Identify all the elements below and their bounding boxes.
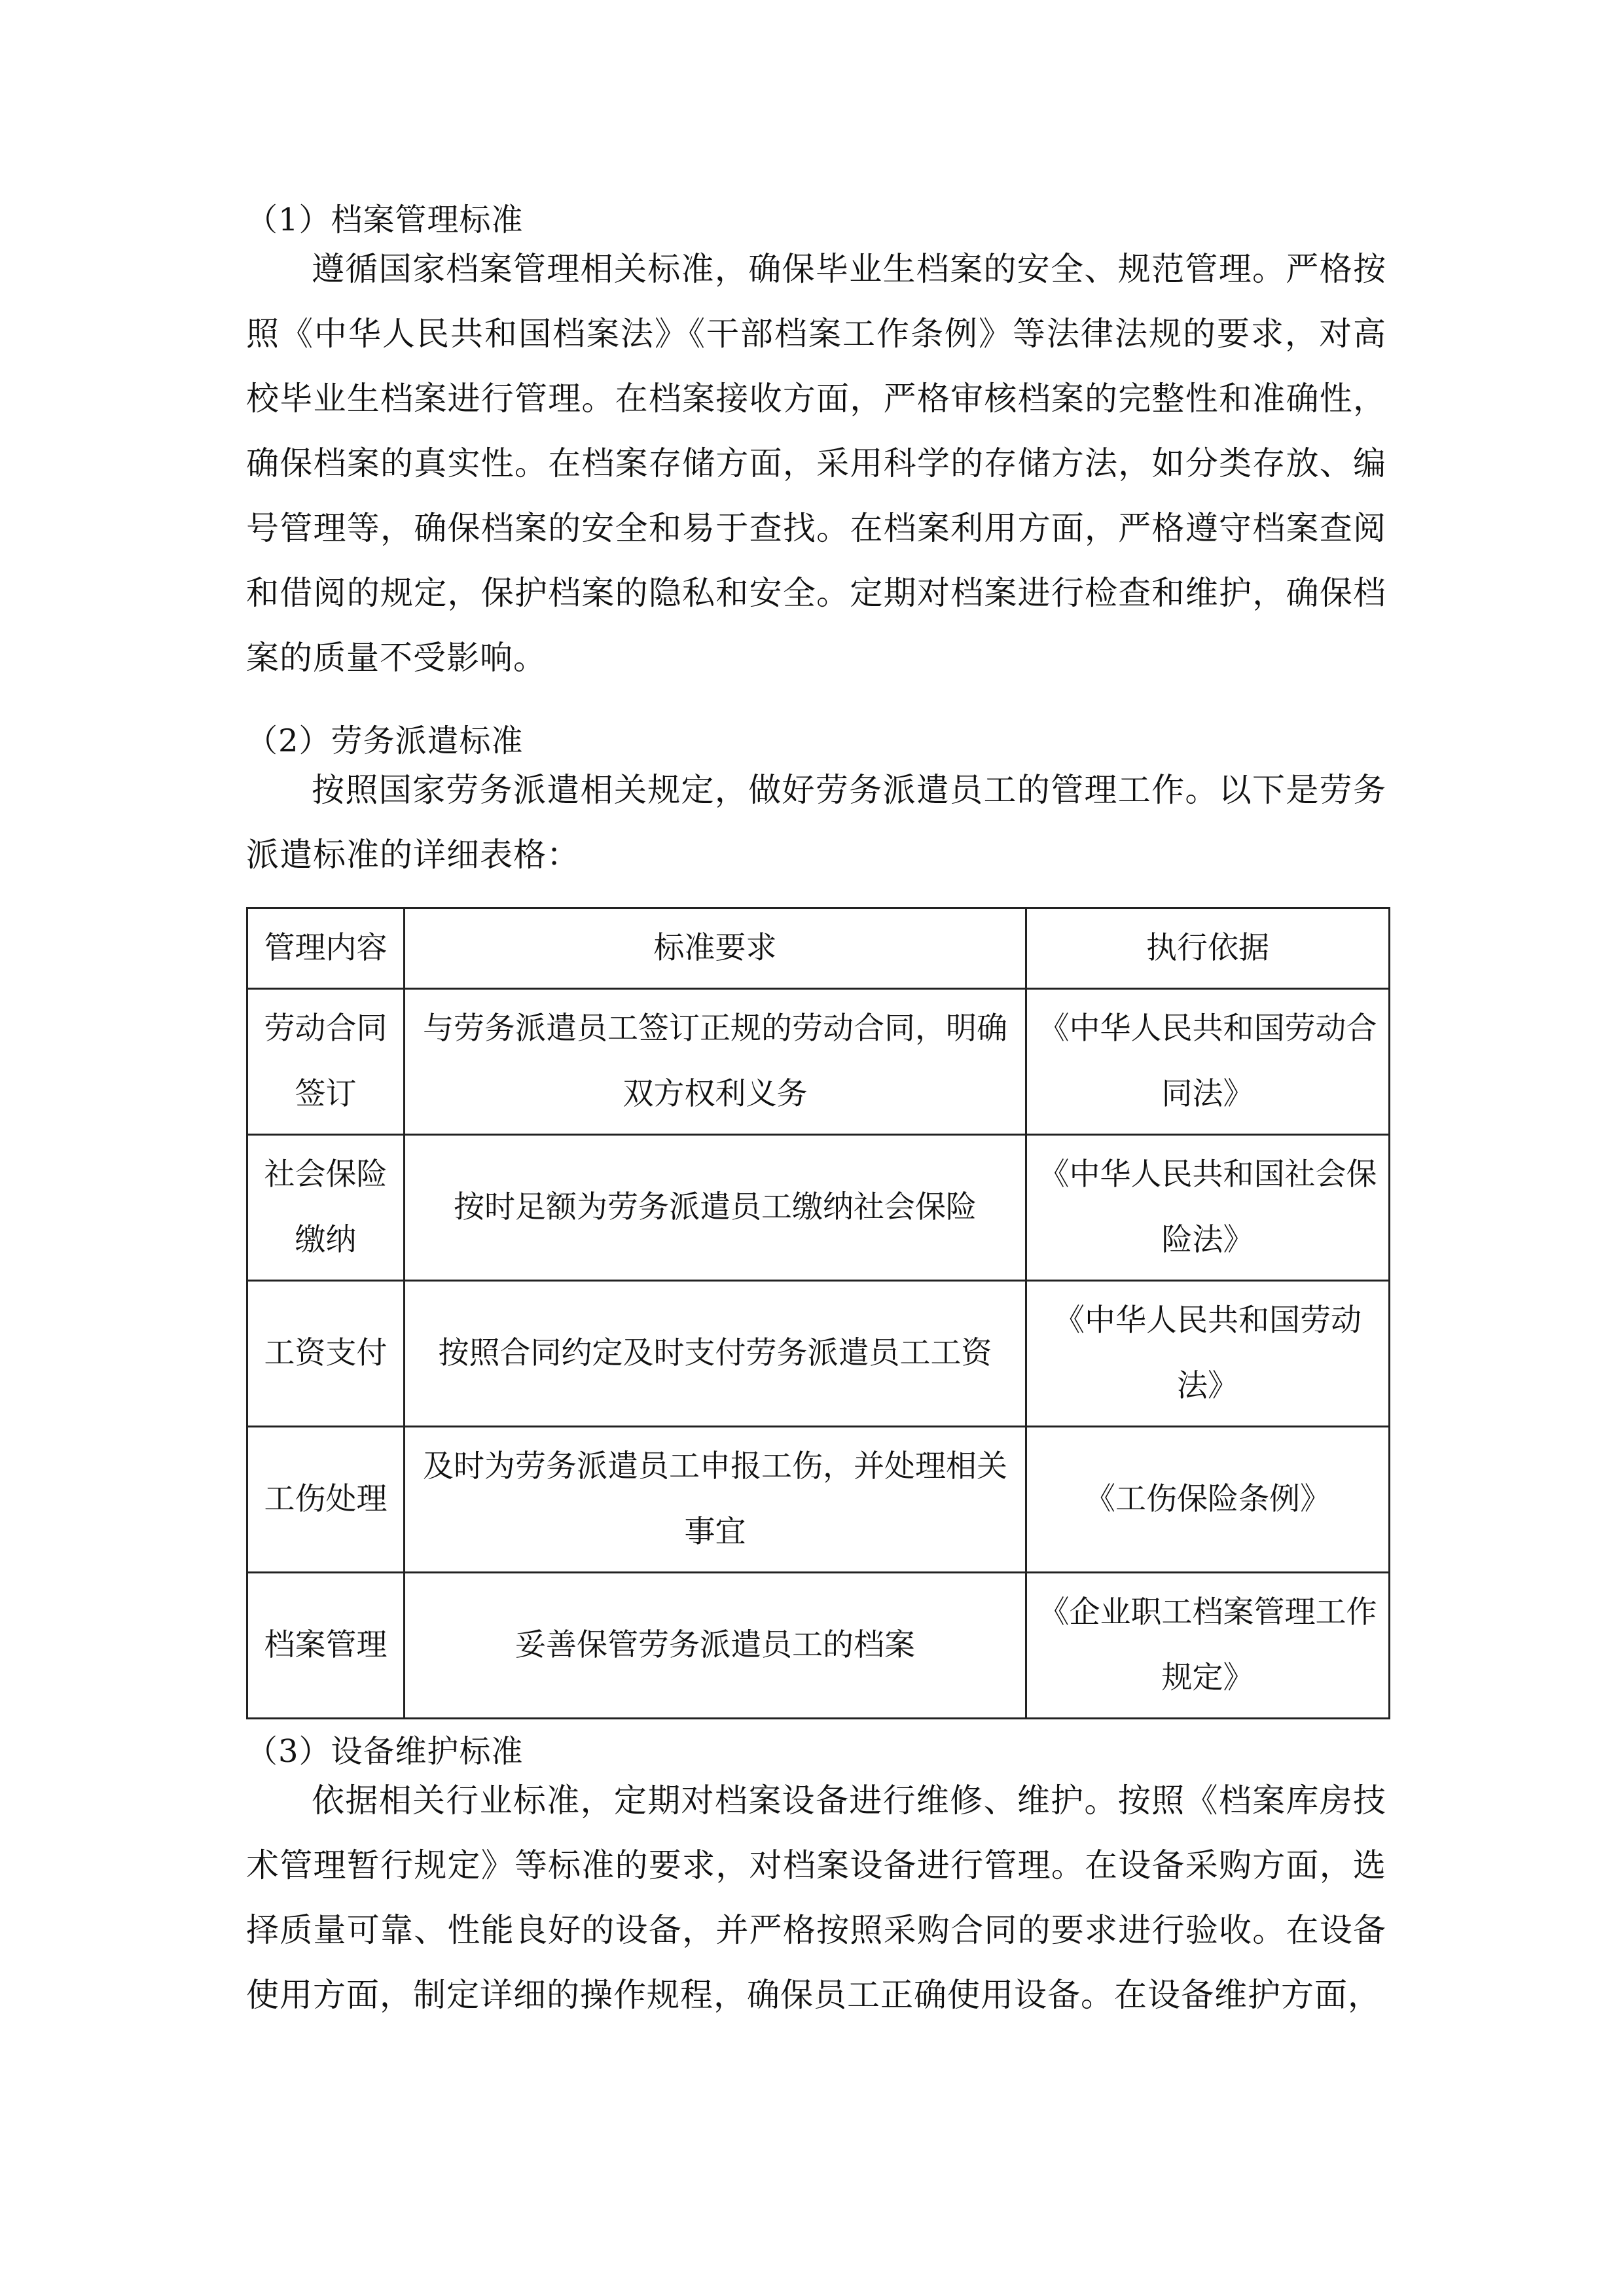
table-cell-requirement: 按时足额为劳务派遣员工缴纳社会保险: [405, 1135, 1026, 1281]
table-cell-basis: 《中华人民共和国劳动合同法》: [1026, 989, 1390, 1135]
section-heading-equipment-maintenance: （3）设备维护标准: [246, 1733, 524, 1770]
table-cell-content: 工资支付: [247, 1281, 405, 1427]
column-header-management-content: 管理内容: [247, 908, 405, 989]
table-cell-basis: 《工伤保险条例》: [1026, 1427, 1390, 1573]
table-cell-requirement: 与劳务派遣员工签订正规的劳动合同，明确双方权利义务: [405, 989, 1026, 1135]
table-cell-basis: 《中华人民共和国劳动法》: [1026, 1281, 1390, 1427]
table-cell-basis: 《中华人民共和国社会保险法》: [1026, 1135, 1390, 1281]
table-cell-requirement: 妥善保管劳务派遣员工的档案: [405, 1573, 1026, 1719]
table-cell-content: 档案管理: [247, 1573, 405, 1719]
labor-dispatch-standards-table: [246, 907, 1390, 1719]
table-cell-content: 工伤处理: [247, 1427, 405, 1573]
section-paragraph-labor-dispatch: 按照国家劳务派遣相关规定，做好劳务派遣员工的管理工作。以下是劳务派遣标准的详细表格：: [246, 771, 1386, 874]
section-paragraph-equipment-maintenance: 依据相关行业标准，定期对档案设备进行维修、维护。按照《档案库房技术管理暂行规定》等标准的要求，对档案设备进行管理。在设备采购方面，选择质量可靠、性能良好的设备，并严格按照采购合同的要求进行验收。在设备使用方面，制定详细的操作规程，确保员工正确使用设备。在设备维护方面，: [246, 1782, 1386, 2014]
column-header-execution-basis: 执行依据: [1026, 908, 1390, 989]
table-row: [247, 1135, 1390, 1281]
table-cell-requirement: 按照合同约定及时支付劳务派遣员工工资: [405, 1281, 1026, 1427]
section-paragraph-archive-management: 遵循国家档案管理相关标准，确保毕业生档案的安全、规范管理。严格按照《中华人民共和国档案法》《干部档案工作条例》等法律法规的要求，对高校毕业生档案进行管理。在档案接收方面，严格审核档案的完整性和准确性，确保档案的真实性。在档案存储方面，采用科学的存储方法，如分类存放、编号管理等，确保档案的安全和易于查找。在档案利用方面，严格遵守档案查阅和借阅的规定，保护档案的隐私和安全。定期对档案进行检查和维护，确保档案的质量不受影响。: [246, 250, 1386, 677]
table-cell-content: 劳动合同签订: [247, 989, 405, 1135]
table-cell-requirement: 及时为劳务派遣员工申报工伤，并处理相关事宜: [405, 1427, 1026, 1573]
table-cell-basis: 《企业职工档案管理工作规定》: [1026, 1573, 1390, 1719]
column-header-standard-requirement: 标准要求: [405, 908, 1026, 989]
table-row: [247, 989, 1390, 1135]
table-header-row: [247, 908, 1390, 989]
table-row: [247, 1573, 1390, 1719]
table-cell-content: 社会保险缴纳: [247, 1135, 405, 1281]
section-heading-labor-dispatch: （2）劳务派遣标准: [246, 723, 524, 759]
table-row: [247, 1427, 1390, 1573]
table-row: [247, 1281, 1390, 1427]
section-heading-archive-management: （1）档案管理标准: [246, 202, 524, 238]
